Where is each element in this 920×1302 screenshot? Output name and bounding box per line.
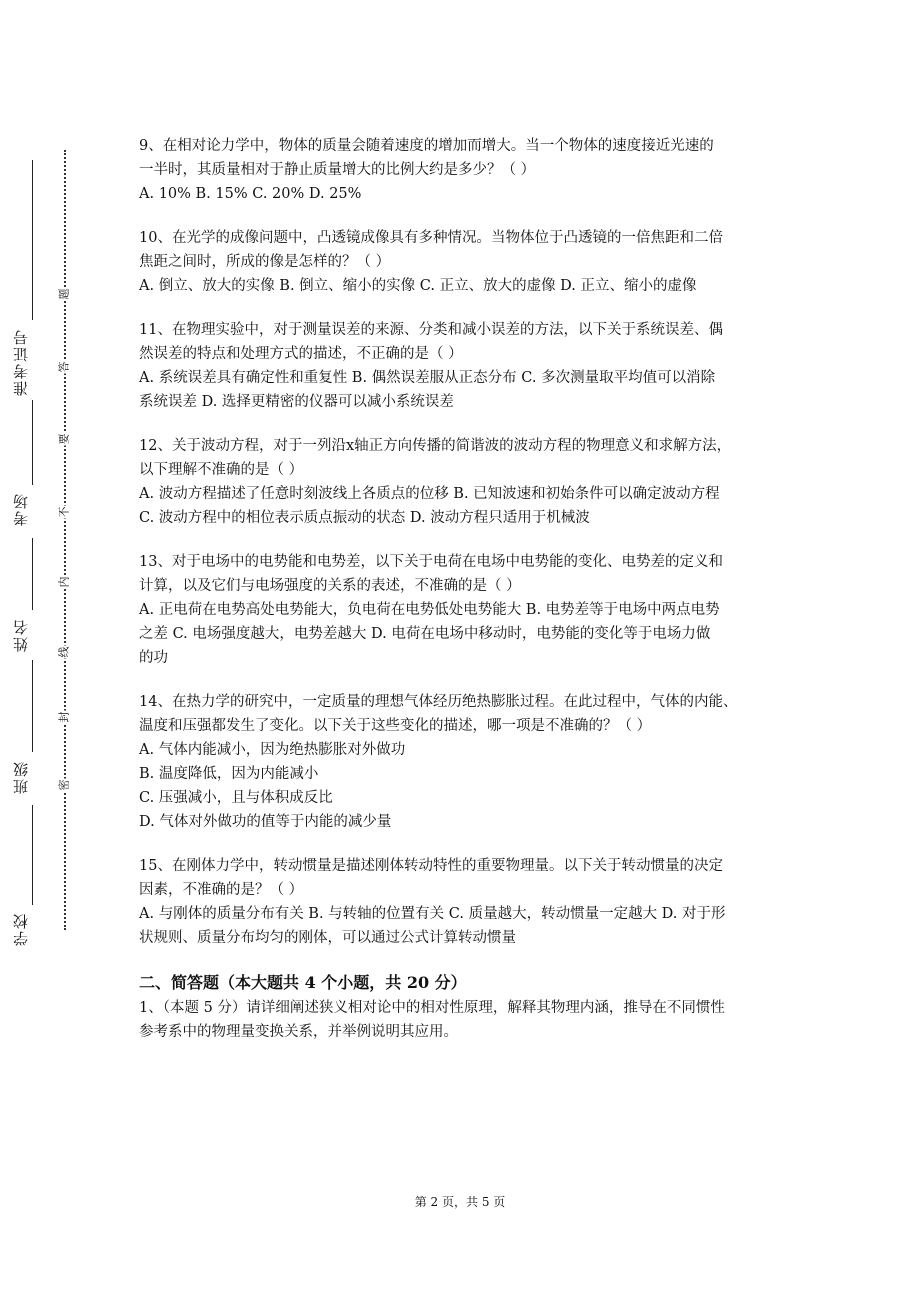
- seal-char: 答: [57, 361, 71, 373]
- exam-id-label: 准考证号: [12, 328, 30, 396]
- short-answer-question-1: [139, 996, 784, 1044]
- option-a: A. 气体内能减小，因为绝热膨胀对外做功: [139, 742, 406, 758]
- options-line: 系统误差 D. 选择更精密的仪器可以减小系统误差: [139, 394, 454, 410]
- question-line: 然误差的特点和处理方式的描述，不正确的是（ ）: [139, 346, 463, 362]
- option-c: C. 压强减小，且与体积成反比: [139, 790, 333, 806]
- question-line: 一半时，其质量相对于静止质量增大的比例大约是多少？（ ）: [139, 162, 536, 178]
- question-line: 参考系中的物理量变换关系，并举例说明其应用。: [139, 1024, 458, 1040]
- question-line: 计算，以及它们与电场强度的关系的表述，不准确的是（ ）: [139, 578, 521, 594]
- options-line: C. 波动方程中的相位表示质点振动的状态 D. 波动方程只适用于机械波: [139, 510, 590, 526]
- question-15: [139, 854, 784, 950]
- options-line: A. 波动方程描述了任意时刻波线上各质点的位移 B. 已知波速和初始条件可以确定波动方程: [139, 486, 720, 502]
- class-label: 班级: [12, 760, 30, 794]
- seal-char: 密: [57, 779, 71, 791]
- options-line: A. 10% B. 15% C. 20% D. 25%: [139, 186, 362, 202]
- question-line: 11、在物理实验中，对于测量误差的来源、分类和减小误差的方法，以下关于系统误差、偶: [139, 322, 723, 338]
- exam-room-label: 考场: [12, 492, 30, 526]
- question-13: [139, 550, 784, 670]
- question-line: 1、（本题 5 分）请详细阐述狭义相对论中的相对性原理，解释其物理内涵，推导在不同惯性: [139, 1000, 725, 1016]
- name-label: 姓名: [12, 618, 30, 652]
- seal-char: 不: [57, 506, 71, 518]
- option-b: B. 温度降低，因为内能减小: [139, 766, 319, 782]
- options-line: A. 与刚体的质量分布有关 B. 与转轴的位置有关 C. 质量越大，转动惯量一定越大 D. 对于形: [139, 906, 726, 922]
- binding-margin: [0, 0, 120, 1302]
- question-10: [139, 226, 784, 298]
- class-blank: [32, 660, 33, 752]
- seal-char: 要: [57, 433, 71, 445]
- seal-char: 线: [57, 646, 71, 658]
- question-line: 14、在热力学的研究中，一定质量的理想气体经历绝热膨胀过程。在此过程中，气体的内能、: [139, 694, 738, 710]
- question-line: 温度和压强都发生了变化。以下关于这些变化的描述，哪一项是不准确的？（ ）: [139, 718, 652, 734]
- seal-dotted-line: [64, 150, 66, 930]
- exam-content: [139, 134, 784, 1044]
- page-footer: 第 2 页，共 5 页: [414, 1195, 506, 1209]
- options-line: 之差 C. 电场强度越大，电势差越大 D. 电荷在电场中移动时，电势能的变化等于电场力做: [139, 626, 711, 642]
- question-12: [139, 434, 784, 530]
- question-11: [139, 318, 784, 414]
- options-line: 状规则、质量分布均匀的刚体，可以通过公式计算转动惯量: [139, 930, 516, 946]
- question-9: [139, 134, 784, 206]
- question-line: 因素，不准确的是？（ ）: [139, 882, 304, 898]
- name-blank: [32, 538, 33, 610]
- option-d: D. 气体对外做功的值等于内能的减少量: [139, 814, 392, 830]
- seal-char: 内: [57, 576, 71, 588]
- options-line: 的功: [139, 650, 168, 666]
- section-title: 二、简答题（本大题共 4 个小题，共 20 分）: [139, 973, 467, 992]
- seal-char: 封: [57, 711, 71, 723]
- exam-room-blank: [32, 400, 33, 485]
- seal-char: 题: [57, 288, 71, 300]
- question-line: 以下理解不准确的是（ ）: [139, 462, 304, 478]
- exam-id-blank: [32, 160, 33, 320]
- school-blank: [32, 805, 33, 905]
- options-line: A. 系统误差具有确定性和重复性 B. 偶然误差服从正态分布 C. 多次测量取平均值可以消除: [139, 370, 716, 386]
- question-line: 10、在光学的成像问题中，凸透镜成像具有多种情况。当物体位于凸透镜的一倍焦距和二倍: [139, 230, 723, 246]
- question-line: 12、关于波动方程，对于一列沿x轴正方向传播的简谐波的波动方程的物理意义和求解方法，: [139, 438, 732, 454]
- question-14: [139, 690, 784, 834]
- question-line: 9、在相对论力学中，物体的质量会随着速度的增加而增大。当一个物体的速度接近光速的: [139, 138, 714, 154]
- question-line: 15、在刚体力学中，转动惯量是描述刚体转动特性的重要物理量。以下关于转动惯量的决定: [139, 858, 723, 874]
- school-label: 学校: [12, 912, 30, 946]
- question-line: 焦距之间时，所成的像是怎样的？（ ）: [139, 254, 391, 270]
- options-line: A. 正电荷在电势高处电势能大，负电荷在电势低处电势能大 B. 电势差等于电场中两点电势: [139, 602, 720, 618]
- question-line: 13、对于电场中的电势能和电势差，以下关于电荷在电场中电势能的变化、电势差的定义和: [139, 554, 723, 570]
- options-line: A. 倒立、放大的实像 B. 倒立、缩小的实像 C. 正立、放大的虚像 D. 正立、缩小的虚像: [139, 278, 697, 294]
